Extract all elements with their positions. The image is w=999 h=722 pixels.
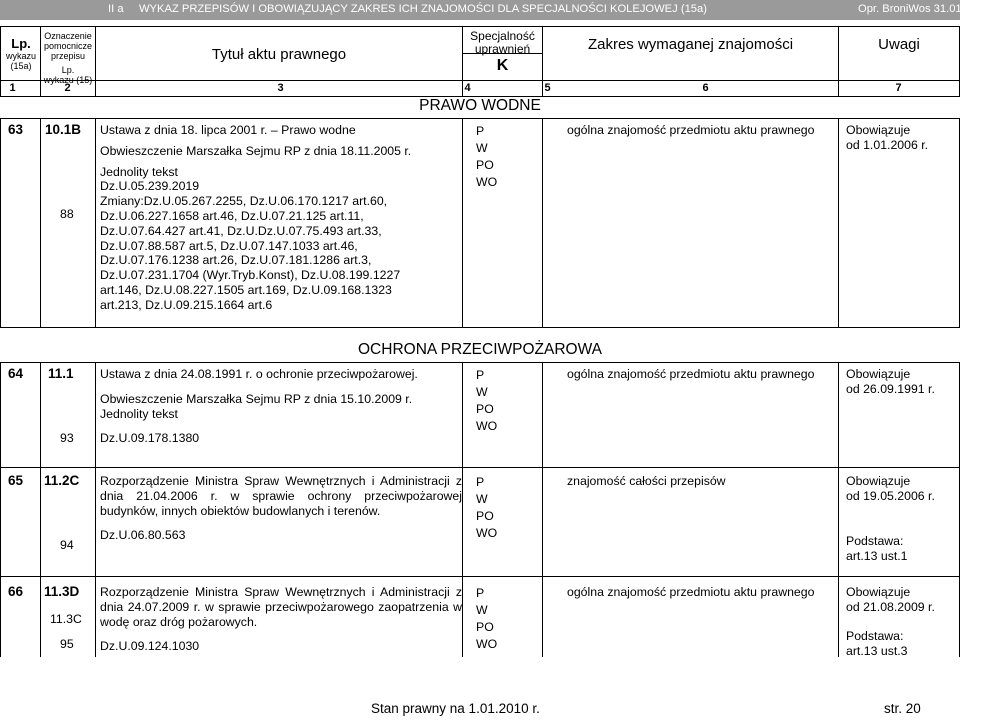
row-legal-act-text: Rozporządzenie Ministra Spraw Wewnętrznych i Administracji z dnia 21.04.2006 r. w sprawie ochrony przeciwpożarowej budynków, innych obiektów budowlanych i terenów. Dz.U.06.80.563 xyxy=(100,474,462,543)
row-code: 11.3D xyxy=(44,584,80,599)
row-lp: 65 xyxy=(8,473,24,488)
row-legal-act-text: Ustawa z dnia 18. lipca 2001 r. – Prawo wodne Obwieszczenie Marszałka Sejmu RP z dnia 18.11.2005 r. Jednolity tekst Dz.U.05.239.2019 Zmiany:Dz.U.05.267.2255, Dz.U.06.170.1217 art.60, Dz.U.06.227.1658 art.46, Dz.U.07.21.125 art.11, Dz.U.07.64.427 art.41, Dz.U.Dz.U.07.75.493 art.33, Dz.U.07.88.587 art.5, Dz.U.07.147.1033 art.46, Dz.U.07.176.1238 art.26, Dz.U.07.181.1286 art.3, Dz.U.07.231.1704 (Wyr.Tryb.Konst), Dz.U.08.199.1227 art.146, Dz.U.08.227.1505 art.169, Dz.U.09.168.1323 art.213, Dz.U.09.215.1664 art.6 xyxy=(100,123,412,312)
row-scope: znajomość całości przepisów xyxy=(567,474,726,488)
row-spec-codes: P W PO WO xyxy=(476,368,498,433)
row-lp: 64 xyxy=(8,366,24,381)
col-number-7: 7 xyxy=(895,82,902,94)
row-legal-basis: Podstawa: art.13 ust.1 xyxy=(846,534,908,563)
row-spec-codes: P W PO WO xyxy=(476,124,498,189)
footer-legal-status: Stan prawny na 1.01.2010 r. xyxy=(371,701,540,716)
section-fire-bottom-border xyxy=(0,362,960,363)
header-bottom-border xyxy=(0,80,960,81)
header-specialization: Specjalność uprawnień xyxy=(470,29,535,56)
row-lp: 63 xyxy=(8,122,24,137)
row-ref15: 95 xyxy=(60,637,74,651)
row-spec-codes: P W PO WO xyxy=(476,586,498,651)
row-ref15: 94 xyxy=(60,538,74,552)
row-ref15: 93 xyxy=(60,431,74,445)
header-scope: Zakres wymaganej znajomości xyxy=(587,36,794,53)
row-legal-basis: Podstawa: art.13 ust.3 xyxy=(846,629,908,658)
row-code: 10.1B xyxy=(45,122,82,137)
col-number-5: 5 xyxy=(544,82,551,94)
header-title-column: Tytuł aktu prawnego xyxy=(211,46,347,63)
row-lp: 66 xyxy=(8,584,24,599)
header-lp: Lp. wykazu (15a) xyxy=(5,36,36,71)
row-scope: ogólna znajomość przedmiotu aktu prawnego xyxy=(567,367,815,381)
row-code: 11.2C xyxy=(44,473,80,488)
section-water-bottom-border xyxy=(0,118,960,119)
header-helper-designation: Oznaczenie pomocnicze przepisu Lp. wykazu (15) xyxy=(43,31,93,85)
row-code: 11.1 xyxy=(48,366,74,381)
col-number-6: 6 xyxy=(702,82,709,94)
row-notes: Obowiązuje od 21.08.2009 r. xyxy=(846,585,935,614)
table-top-border xyxy=(0,26,960,27)
header-title: WYKAZ PRZEPISÓW I OBOWIĄZUJĄCY ZAKRES ICH ZNAJOMOŚCI DLA SPECJALNOŚCI KOLEJOWEJ (15a) xyxy=(139,3,707,15)
row-code-secondary: 11.3C xyxy=(50,612,82,626)
row-notes: Obowiązuje od 26.09.1991 r. xyxy=(846,367,935,396)
header-section-label: II a xyxy=(108,3,124,15)
header-reference: Opr. BroniWos 31.01.2010 r. xyxy=(858,3,999,15)
col-number-2: 2 xyxy=(64,82,71,94)
row-scope: ogólna znajomość przedmiotu aktu prawnego xyxy=(567,123,815,137)
row-notes: Obowiązuje od 1.01.2006 r. xyxy=(846,123,929,152)
row-ref15: 88 xyxy=(60,207,74,221)
footer-page-number: str. 20 xyxy=(884,701,921,716)
section-heading-fire-protection: OCHRONA PRZECIWPOŻAROWA xyxy=(358,341,602,358)
header-notes: Uwagi xyxy=(878,36,920,53)
row-legal-act-text: Ustawa z dnia 24.08.1991 r. o ochronie przeciwpożarowej. Obwieszczenie Marszałka Sejmu RP z dnia 15.10.2009 r. Jednolity tekst Dz.U.09.178.1380 xyxy=(100,367,418,446)
row-legal-act-text: Rozporządzenie Ministra Spraw Wewnętrznych i Administracji z dnia 24.07.2009 r. w sprawie przeciwpożarowego zaopatrzenia w wodę oraz dróg pożarowych. Dz.U.09.124.1030 xyxy=(100,585,462,654)
row-spec-codes: P W PO WO xyxy=(476,475,498,540)
row-scope: ogólna znajomość przedmiotu aktu prawnego xyxy=(567,585,815,599)
section-heading-water-law: PRAWO WODNE xyxy=(419,97,541,114)
col-number-3: 3 xyxy=(277,82,284,94)
col-number-1: 1 xyxy=(9,82,16,94)
document-header-band xyxy=(0,0,999,20)
col-number-4: 4 xyxy=(464,82,471,94)
header-spec-k: K xyxy=(496,57,509,74)
row-notes: Obowiązuje od 19.05.2006 r. xyxy=(846,474,935,503)
